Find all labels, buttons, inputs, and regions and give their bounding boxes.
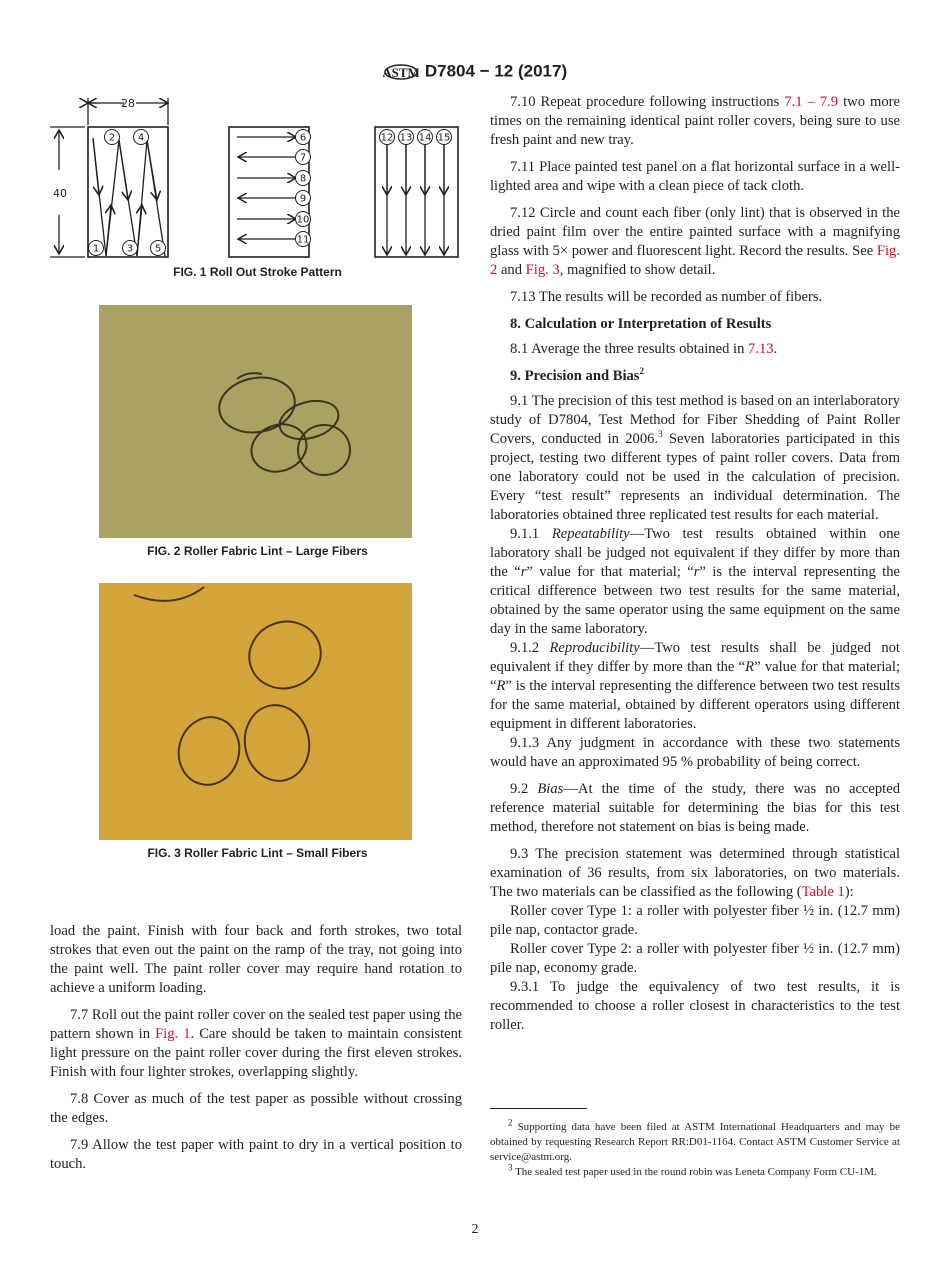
stroke-number: 11: [296, 234, 310, 246]
text-segment: ” value for that material; “: [490, 659, 901, 694]
stroke-number: 8: [299, 173, 307, 185]
stroke-number: 1: [92, 243, 100, 255]
footnote-text: The sealed test paper used in the round robin was Leneta Company Form CU-1M.: [515, 1166, 877, 1178]
text-segment: 9.1.2: [510, 640, 550, 656]
text-segment: 9. Precision and Bias: [510, 368, 640, 384]
footnote: [490, 1162, 900, 1180]
text-segment: load the paint. Finish with four back and forth strokes, two total strokes that even out the paint on the ramp of the tray, not going into the paint well. The paint roller cover may require hand rotation to achieve a uniform loading.: [50, 923, 462, 996]
paragraph: [50, 1006, 462, 1082]
figure-3-photo: [99, 583, 412, 840]
paragraph: [490, 288, 900, 307]
paragraph: [50, 1136, 462, 1174]
cross-reference-link[interactable]: Table 1: [801, 884, 845, 900]
text-segment: 7.12 Circle and count each fiber (only lint) that is observed in the dried paint film over the entire painted surface with a magnifying glass with 5× power and fluorescent light. Record the results. See: [490, 205, 900, 259]
paragraph: [490, 158, 900, 196]
footnote-rule: [490, 1108, 587, 1109]
figure-1-stroke-pattern: [40, 90, 470, 265]
footnotes: [490, 1117, 900, 1180]
text-segment: Repeatability: [551, 526, 630, 542]
text-segment: Bias: [537, 781, 564, 797]
text-segment: r: [693, 564, 700, 580]
footnote-number: 2: [508, 1117, 513, 1128]
figure-3-caption: FIG. 3 Roller Fabric Lint – Small Fibers: [147, 846, 368, 860]
cross-reference-link[interactable]: 7.13: [748, 341, 774, 357]
stroke-number: 12: [380, 132, 394, 144]
paragraph: [490, 902, 900, 940]
designation: D7804 − 12 (2017): [424, 61, 568, 81]
figure-2-photo: [99, 305, 412, 538]
text-segment: 7.10 Repeat procedure following instructions: [510, 94, 785, 110]
stroke-number: 4: [137, 132, 145, 144]
svg-text:ASTM: ASTM: [382, 65, 419, 80]
paragraph: [490, 525, 900, 639]
height-label: 40: [53, 187, 67, 200]
text-segment: 9.3 The precision statement was determined through statistical examination of 36 results, from six laboratories, on two materials. The two materials can be classified as the following (: [490, 846, 900, 900]
paragraph: [490, 734, 900, 772]
footnote-ref: 2: [639, 366, 644, 377]
stroke-number: 6: [299, 132, 307, 144]
text-segment: . Care should be taken to maintain consistent light pressure on the paint roller cover during the first eleven strokes. Finish with four lighter strokes, overlapping slightly.: [50, 1026, 462, 1080]
paragraph: [490, 93, 900, 150]
width-label: 28: [121, 97, 135, 110]
stroke-number: 9: [299, 193, 307, 205]
cross-reference-link[interactable]: Fig. 2: [490, 243, 900, 278]
text-segment: —Two test results obtained within one laboratory shall be judged not equivalent if they differ by more than the “: [490, 526, 900, 580]
text-segment: 7.13 The results will be recorded as number of fibers.: [510, 289, 823, 305]
text-segment: 8. Calculation or Interpretation of Results: [510, 316, 772, 332]
text-segment: 9.3.1 To judge the equivalency of two test results, it is recommended to choose a roller closest in characteristics to the test roller.: [490, 979, 900, 1033]
cross-reference-link[interactable]: Fig. 3: [525, 262, 560, 278]
paragraph: [490, 845, 900, 902]
text-segment: —Two test results shall be judged not equivalent if they differ by more than the “: [490, 640, 900, 675]
right-column-text: [490, 93, 900, 1035]
text-segment: Roller cover Type 2: a roller with polyester fiber ½ in. (12.7 mm) pile nap, economy grade.: [490, 941, 900, 976]
stroke-number: 10: [296, 214, 310, 226]
text-segment: 7.11 Place painted test panel on a flat horizontal surface in a well-lighted area and wipe with a clean piece of tack cloth.: [490, 159, 900, 194]
footnote-text: Supporting data have been filed at ASTM International Headquarters and may be obtained by requesting Research Report RR:D01-1164. Contact ASTM Customer Service at service@astm.org.: [490, 1121, 900, 1163]
stroke-number: 2: [108, 132, 116, 144]
text-segment: R: [745, 659, 755, 675]
text-segment: Reproducibility: [549, 640, 640, 656]
text-segment: two more times on the remaining identical paint roller covers, being sure to use fresh paint and new tray.: [490, 94, 900, 148]
page-header: [0, 58, 950, 86]
cross-reference-link[interactable]: 7.1 – 7.9: [784, 94, 839, 110]
text-segment: , magnified to show detail.: [559, 262, 716, 278]
paragraph: [50, 1090, 462, 1128]
stroke-number: 15: [437, 132, 451, 144]
text-segment: r: [520, 564, 527, 580]
paragraph: [490, 780, 900, 837]
section-heading: [490, 315, 900, 334]
astm-logo-icon: [383, 58, 419, 86]
text-segment: and: [497, 262, 526, 278]
text-segment: 7.9 Allow the test paper with paint to dry in a vertical position to touch.: [50, 1137, 462, 1172]
paragraph: [490, 978, 900, 1035]
text-segment: 9.2: [510, 781, 538, 797]
footnote-number: 3: [508, 1162, 513, 1173]
paragraph: [490, 639, 900, 734]
text-segment: —At the time of the study, there was no accepted reference material suitable for determining the bias for this test method, therefore not statement on bias is being made.: [490, 781, 901, 835]
text-segment: ” is the interval representing the critical difference between two test results for the same material, obtained by the same operator using the same equipment on the same day in the same laboratory.: [490, 564, 900, 637]
cross-reference-link[interactable]: Fig. 1: [155, 1026, 191, 1042]
text-segment: 9.1.1: [510, 526, 552, 542]
stroke-number: 5: [154, 243, 162, 255]
stroke-number: 3: [126, 243, 134, 255]
stroke-number: 7: [299, 152, 307, 164]
paragraph: [490, 392, 900, 525]
text-segment: 8.1 Average the three results obtained in: [510, 341, 749, 357]
text-segment: ):: [844, 884, 854, 900]
paragraph: [490, 204, 900, 280]
text-segment: 9.1 The precision of this test method is based on an interlaboratory study of D7804, Test Method for Fiber Shedding of Paint Roller Covers, conducted in 2006.: [490, 393, 900, 447]
section-heading: [490, 367, 900, 386]
text-segment: ” is the interval representing the difference between two test results for the same material, obtained by different operators using different equipment in different laboratories.: [490, 678, 900, 732]
text-segment: Roller cover Type 1: a roller with polyester fiber ½ in. (12.7 mm) pile nap, contactor grade.: [490, 903, 900, 938]
text-segment: Seven laboratories participated in this project, testing two different types of paint roller covers. Data from one laboratory could not be used in the calculation of precision. Every “test result” represents an individual determination. The laboratories obtained three replicated test results for each material.: [490, 431, 900, 523]
figure-2-caption: FIG. 2 Roller Fabric Lint – Large Fibers: [147, 544, 368, 558]
text-segment: 7.8 Cover as much of the test paper as possible without crossing the edges.: [50, 1091, 462, 1126]
footnote-ref: 3: [658, 429, 663, 440]
page-number: 2: [471, 1222, 479, 1237]
stroke-number: 14: [418, 132, 432, 144]
text-segment: R: [496, 678, 506, 694]
text-segment: .: [773, 341, 778, 357]
text-segment: 9.1.3 Any judgment in accordance with these two statements would have an approximated 95 % probability of being correct.: [490, 735, 900, 770]
figure-1-caption: FIG. 1 Roll Out Stroke Pattern: [173, 265, 342, 279]
text-segment: ” value for that material; “: [526, 564, 694, 580]
footnote: [490, 1117, 900, 1165]
paragraph: [490, 940, 900, 978]
left-column-text: [50, 922, 462, 1182]
paragraph: [490, 340, 900, 359]
text-segment: 7.7 Roll out the paint roller cover on the sealed test paper using the pattern shown in: [50, 1007, 462, 1042]
stroke-number: 13: [399, 132, 413, 144]
paragraph: [50, 922, 462, 998]
